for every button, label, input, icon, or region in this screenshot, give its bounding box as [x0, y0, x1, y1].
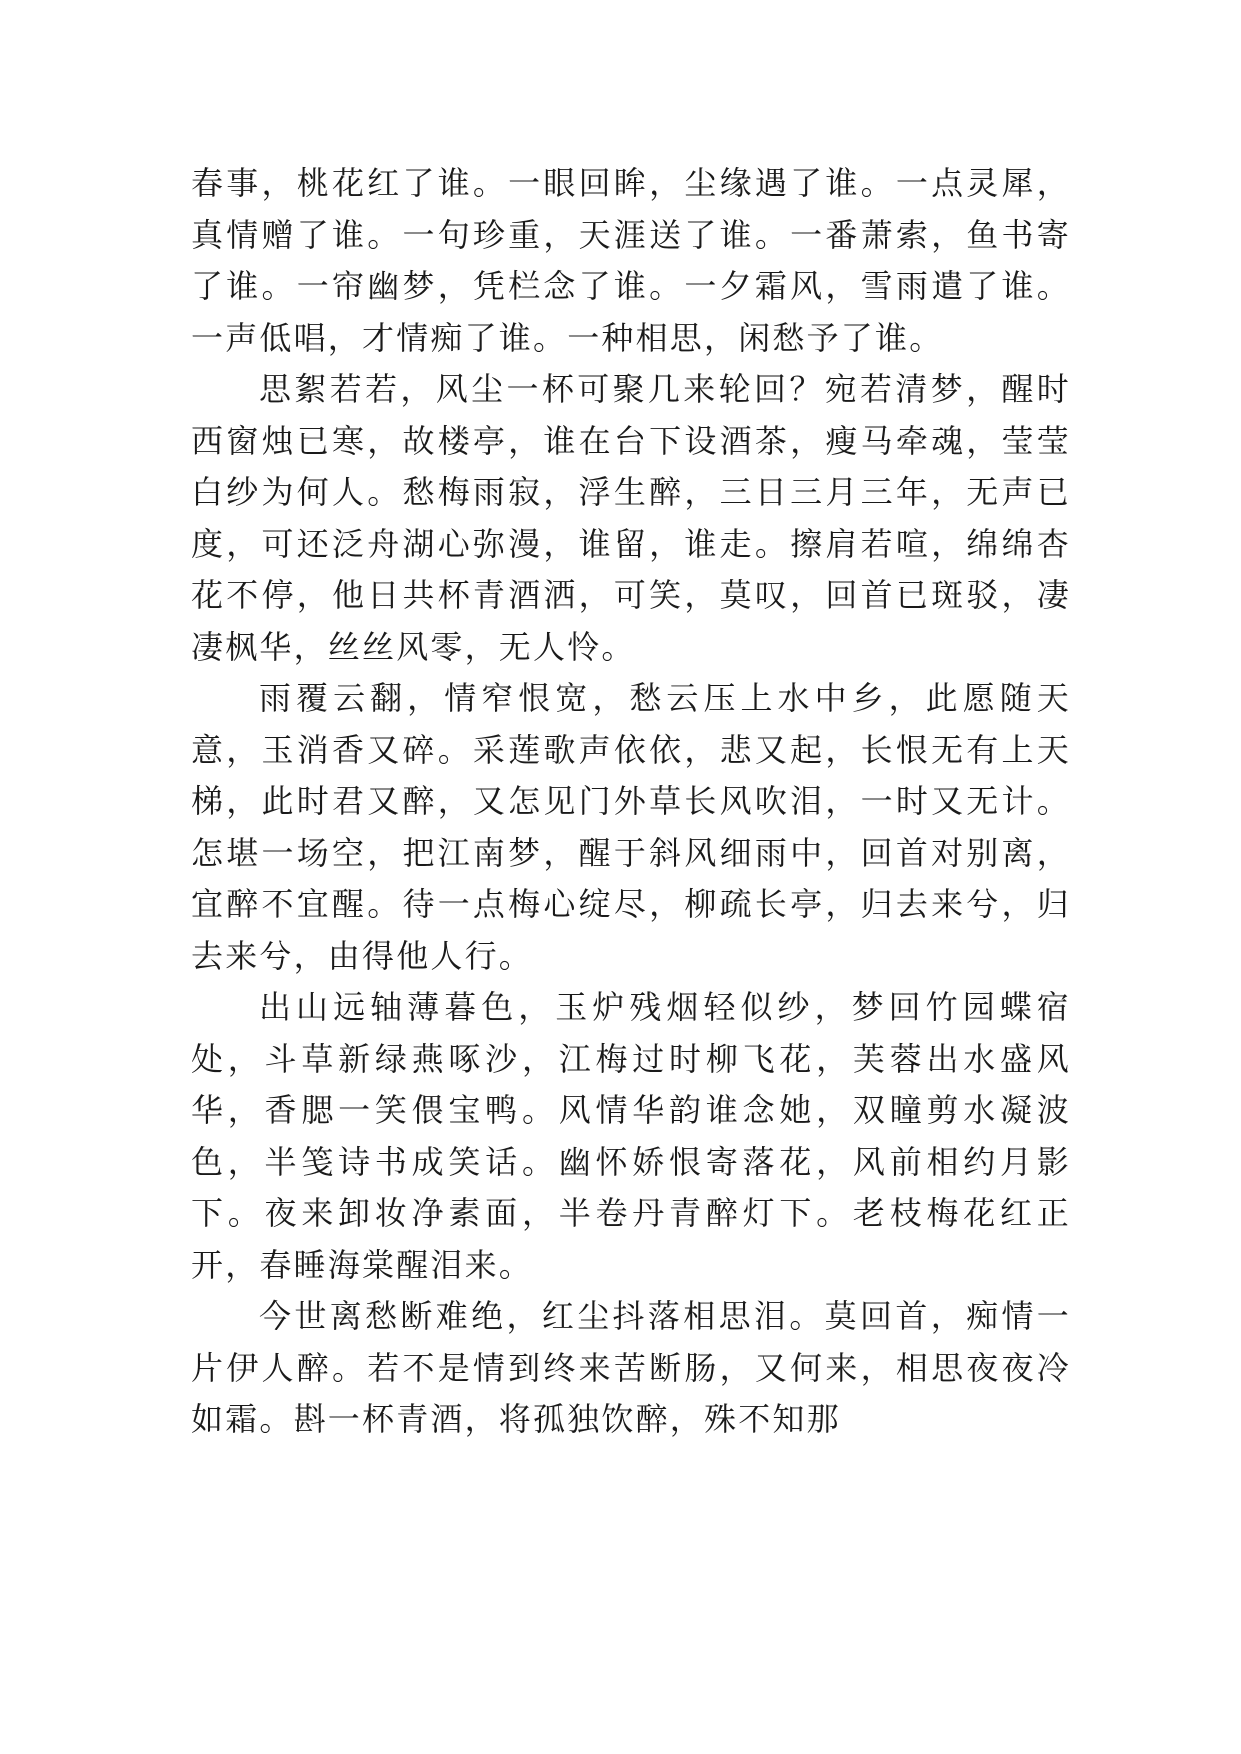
paragraph-1: 春事，桃花红了谁。一眼回眸，尘缘遇了谁。一点灵犀，真情赠了谁。一句珍重，天涯送了谁。一番萧索，鱼书寄了谁。一帘幽梦，凭栏念了谁。一夕霜风，雪雨遣了谁。一声低唱，才情痴了谁。一种相思，闲愁予了谁。 — [191, 164, 1071, 357]
paragraph-5: 今世离愁断难绝，红尘抖落相思泪。莫回首，痴情一片伊人醉。若不是情到终来苦断肠，又何来，相思夜夜冷如霜。斟一杯青酒，将孤独饮醉，殊不知那 — [191, 1297, 1071, 1438]
paragraph-2: 思絮若若，风尘一杯可聚几来轮回？宛若清梦，醒时西窗烛已寒，故楼亭，谁在台下设酒茶，瘦马牵魂，莹莹白纱为何人。愁梅雨寂，浮生醉，三日三月三年，无声已度，可还泛舟湖心弥漫，谁留，谁走。擦肩若喧，绵绵杏花不停，他日共杯青酒洒，可笑，莫叹，回首已斑驳，凄凄枫华，丝丝风零，无人怜。 — [191, 370, 1071, 666]
paragraph-3: 雨覆云翻，情窄恨宽，愁云压上水中乡，此愿随天意，玉消香又碎。采莲歌声依依，悲又起，长恨无有上天梯，此时君又醉，又怎见门外草长风吹泪，一时又无计。怎堪一场空，把江南梦，醒于斜风细雨中，回首对别离，宜醉不宜醒。待一点梅心绽尽，柳疏长亭，归去来兮，归去来兮，由得他人行。 — [191, 679, 1071, 975]
document-body — [191, 158, 1071, 1446]
paragraph-4: 出山远轴薄暮色，玉炉残烟轻似纱，梦回竹园蝶宿处，斗草新绿燕啄沙，江梅过时柳飞花，芙蓉出水盛风华，香腮一笑偎宝鸭。风情华韵谁念她，双瞳剪水凝波色，半笺诗书成笑话。幽怀娇恨寄落花，风前相约月影下。夜来卸妆净素面，半卷丹青醉灯下。老枝梅花红正开，春睡海棠醒泪来。 — [191, 988, 1071, 1284]
